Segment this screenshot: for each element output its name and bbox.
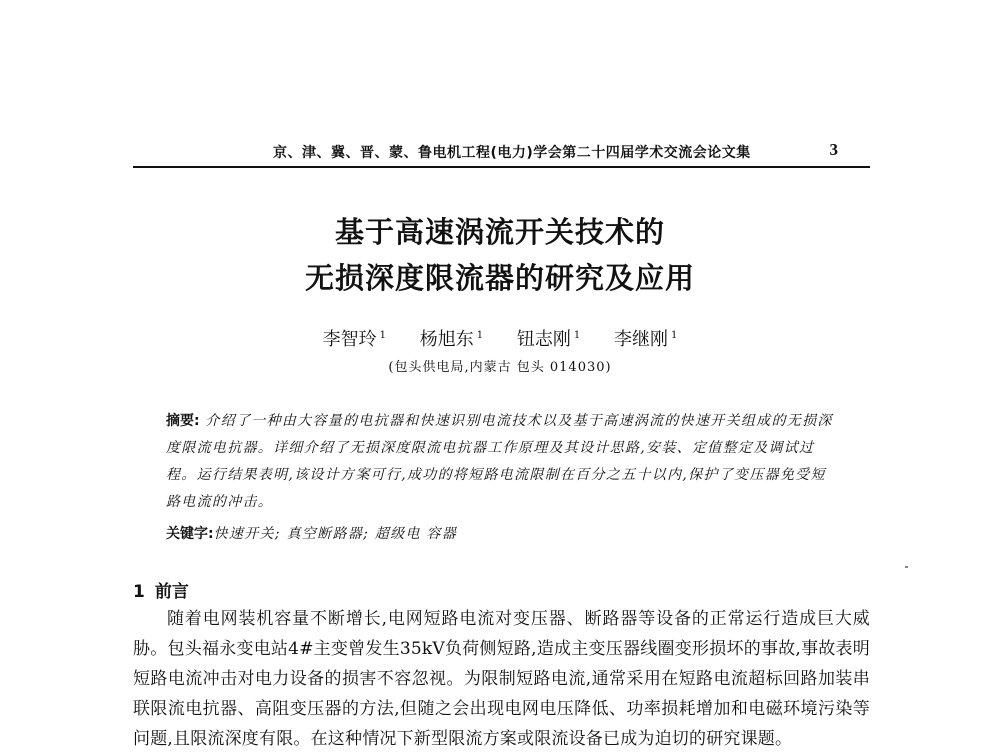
section-number: 1 bbox=[133, 582, 145, 602]
scan-artifact bbox=[905, 566, 908, 568]
keywords bbox=[166, 521, 838, 548]
affiliation-mark: 1 bbox=[379, 330, 387, 341]
paper-title-line-2: 无损深度限流器的研究及应用 bbox=[304, 261, 695, 295]
author-name: 钮志刚 bbox=[516, 329, 571, 350]
affiliation-mark: 1 bbox=[573, 330, 581, 341]
journal-title: 京、津、冀、晋、蒙、鲁电机工程(电力)学会第二十四届学术交流会论文集 bbox=[273, 145, 751, 161]
author bbox=[420, 325, 483, 351]
author-name: 李继刚 bbox=[613, 329, 668, 350]
body-paragraph: 随着电网装机容量不断增长,电网短路电流对变压器、断路器等设备的正常运行造成巨大威胁。包头福永变电站4#主变曾发生35kV负荷侧短路,造成主变压器线圈变形损坏的事故,事故表明短路电流冲击对电力设备的损害不容忽视。为限制短路电流,通常采用在短路电流超标回路加装串联限流电抗器、高阻变压器的方法,但随之会出现电网电压降低、功率损耗增加和电磁环境污染等问题,且限流深度有限。在这种情况下新型限流方案或限流设备已成为迫切的研究课题。 bbox=[133, 609, 870, 749]
keywords-text: 快速开关; 真空断路器; 超级电 容器 bbox=[213, 526, 458, 542]
author-list bbox=[0, 325, 1000, 351]
abstract bbox=[166, 408, 838, 516]
author-name: 杨旭东 bbox=[419, 329, 474, 350]
section-heading bbox=[133, 577, 189, 602]
page-number: 3 bbox=[829, 140, 838, 159]
abstract-text: 介绍了一种由大容量的电抗器和快速识别电流技术以及基于高速涡流的快速开关组成的无损深度限流电抗器。详细介绍了无损深度限流电抗器工作原理及其设计思路,安装、定值整定及调试过程。运行结果表明,该设计方案可行,成功的将短路电流限制在百分之五十以内,保护了变压器免受短路电流的冲击。 bbox=[166, 413, 833, 510]
author-name: 李智玲 bbox=[322, 329, 377, 350]
affiliation-mark: 1 bbox=[476, 330, 484, 341]
author bbox=[517, 325, 580, 351]
affiliation-mark: 1 bbox=[670, 330, 678, 341]
keywords-label: 关键字: bbox=[166, 526, 214, 542]
section-title: 前言 bbox=[154, 582, 189, 602]
affiliation: (包头供电局,内蒙古 包头 014030) bbox=[388, 360, 612, 375]
abstract-label: 摘要: bbox=[166, 413, 200, 429]
author bbox=[614, 325, 677, 351]
running-header bbox=[133, 138, 870, 168]
author bbox=[323, 325, 386, 351]
paper-title-line-1: 基于高速涡流开关技术的 bbox=[334, 215, 665, 249]
